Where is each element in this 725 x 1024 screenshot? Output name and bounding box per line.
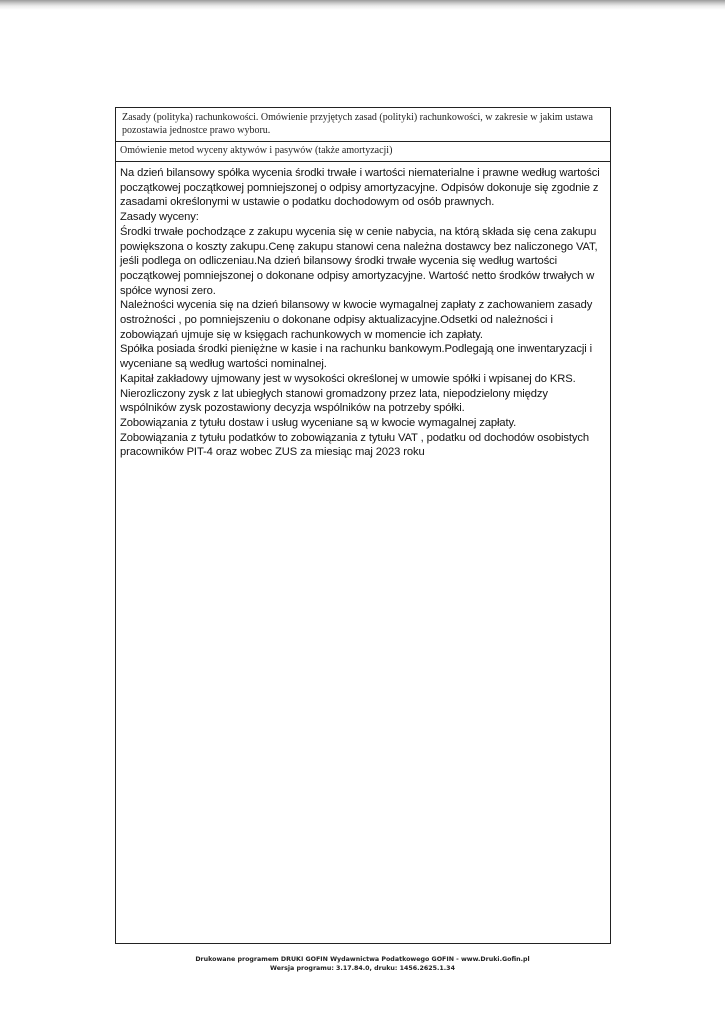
text-paragraph: Zasady wyceny:	[120, 211, 199, 224]
page-top-edge	[0, 0, 725, 10]
text-paragraph: Środki trwałe pochodzące z zakupu wycenia się w cenie nabycia, na którą składa się cena zakupu powiększona o koszty zakupu.Cenę zakupu stanowi cena należna dostawcy bez naliczonego VAT, jeśli podlega on odliczeniau.Na dzień bilansowy środki trwałe wycenia się według wartości początkowej pomniejszonej o dokonane odpisy amortyzacyjne. Wartość netto środków trwałych w spółce wynosi zero.	[120, 225, 598, 297]
text-paragraph: Należności wycenia się na dzień bilansowy w kwocie wymagalnej zapłaty z zachowaniem zasady ostrożności , po pomniejszeniu o dokonane odpisy aktualizacyjne.Odsetki od należności i zobowiązań ujmuje się w księgach rachunkowych w momencie ich zapłaty.	[120, 299, 593, 341]
text-paragraph: Na dzień bilansowy spółka wycenia środki trwałe i wartości niematerialne i prawne według wartości początkowej początkowej pomniejszonej o odpisy amortyzacyjne. Odpisów dokonuje się zgodnie z zasadami określonymi w ustawie o podatku dochodowym od osób prawnych.	[120, 167, 600, 209]
section-title: Zasady (polityka) rachunkowości. Omówienie przyjętych zasad (polityki) rachunkowości, w zakresie w jakim ustawa pozostawia jednostce prawo wyboru.	[116, 108, 610, 142]
text-paragraph: Kapitał zakładowy ujmowany jest w wysokości określonej w umowie spółki i wpisanej do KRS.	[120, 372, 576, 385]
text-paragraph: Zobowiązania z tytułu dostaw i usług wyceniane są w kwocie wymagalnej zapłaty.	[120, 416, 517, 429]
text-paragraph: Spółka posiada środki pieniężne w kasie i na rachunku bankowym.Podlegają one inwentaryzacji i wyceniane są według wartości nominalnej.	[120, 343, 593, 371]
text-paragraph: Nierozliczony zysk z lat ubiegłych stanowi gromadzony przez lata, niepodzielony między wspólników zysk pozostawiony decyzja wspólników na potrzeby spółki.	[120, 387, 548, 415]
page-footer	[0, 955, 725, 973]
form-frame	[115, 107, 611, 944]
footer-program-line: Drukowane programem DRUKI GOFIN Wydawnictwa Podatkowego GOFIN - www.Druki.Gofin.pl	[195, 956, 530, 963]
description-text	[116, 162, 610, 460]
text-paragraph: Zobowiązania z tytułu podatków to zobowiązania z tytułu VAT , podatku od dochodów osobistych pracowników PIT-4 oraz wobec ZUS za miesiąc maj 2023 roku	[120, 431, 590, 459]
section-subtitle: Omówienie metod wyceny aktywów i pasywów (także amortyzacji)	[116, 142, 610, 162]
footer-version-line: Wersja programu: 3.17.84.0, druku: 1456.2625.1.34	[270, 965, 455, 972]
